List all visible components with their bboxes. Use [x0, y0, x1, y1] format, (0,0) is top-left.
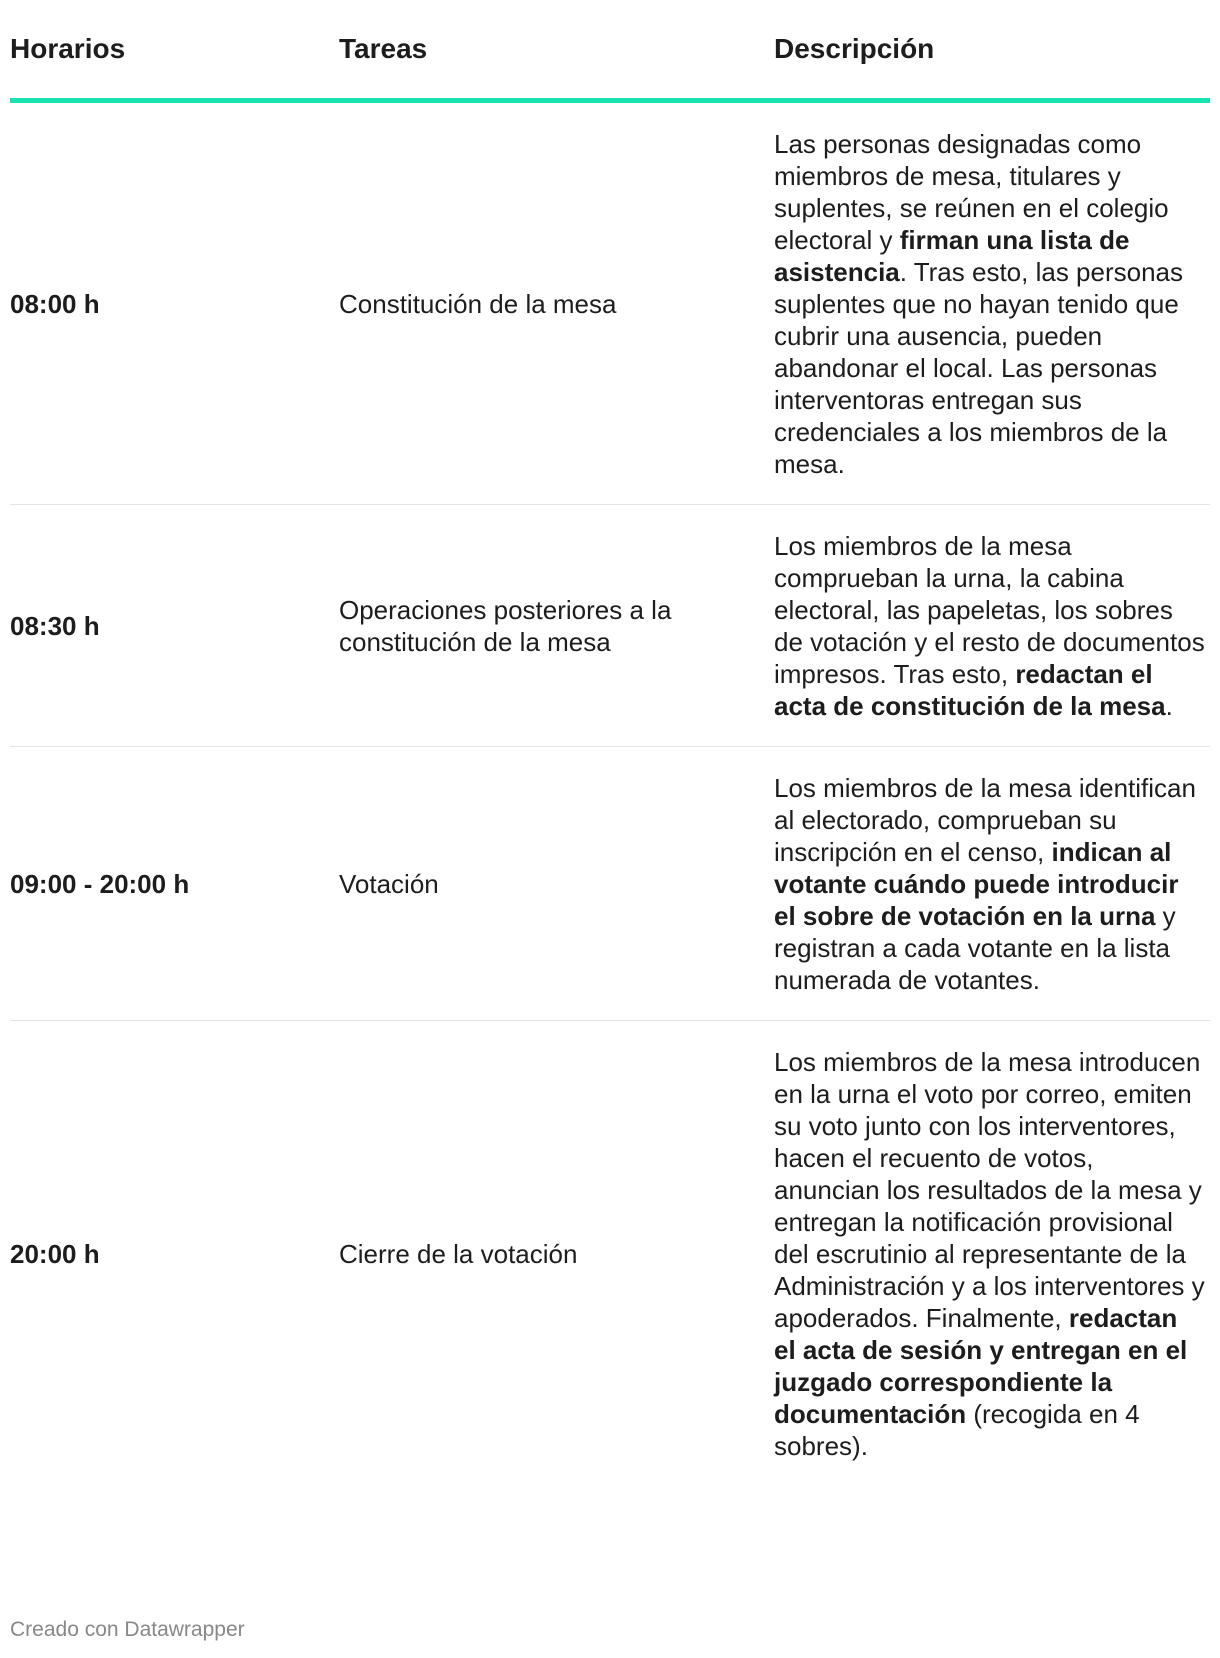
table-row [10, 505, 1210, 747]
table-row [10, 101, 1210, 505]
header-descripcion[interactable]: Descripción [774, 0, 1210, 101]
description-text: Los miembros de la mesa identifican al electorado, comprueban su inscripción en el censo, [774, 773, 1196, 867]
table-body [10, 101, 1210, 1487]
cell-description [774, 1021, 1210, 1487]
cell-time: 08:30 h [10, 505, 339, 747]
description-text: y registran a cada votante en la lista numerada de votantes. [774, 901, 1176, 995]
cell-task: Constitución de la mesa [339, 101, 774, 505]
cell-description [774, 747, 1210, 1021]
cell-time: 09:00 - 20:00 h [10, 747, 339, 1021]
header-row [10, 0, 1210, 101]
schedule-table-container [10, 0, 1210, 1486]
header-tareas[interactable]: Tareas [339, 0, 774, 101]
cell-task: Votación [339, 747, 774, 1021]
table-row [10, 1021, 1210, 1487]
cell-description [774, 101, 1210, 505]
description-text: . Tras esto, las personas suplentes que no hayan tenido que cubrir una ausencia, pueden abandonar el local. Las personas interventoras entregan sus credenciales a los miembros de la mesa. [774, 257, 1183, 479]
cell-time: 08:00 h [10, 101, 339, 505]
cell-description [774, 505, 1210, 747]
description-text: . [1165, 691, 1173, 721]
cell-task: Operaciones posteriores a la constitución de la mesa [339, 505, 774, 747]
datawrapper-credit[interactable]: Creado con Datawrapper [10, 1618, 245, 1641]
description-highlight: indican al votante cuándo puede introducir el sobre de votación en la urna [774, 837, 1179, 931]
header-horarios[interactable]: Horarios [10, 0, 339, 101]
cell-time: 20:00 h [10, 1239, 100, 1269]
schedule-table [10, 0, 1210, 1486]
description-text: Los miembros de la mesa comprueban la urna, la cabina electoral, las papeletas, los sobres de votación y el resto de documentos impresos. Tras esto, [774, 531, 1205, 689]
description-highlight: redactan el acta de constitución de la mesa [774, 659, 1166, 721]
description-highlight: redactan el acta de sesión y entregan en el juzgado correspondiente la documentación [774, 1303, 1188, 1429]
description-highlight: firman una lista de asistencia [774, 225, 1130, 287]
cell-task: Cierre de la votación [339, 1239, 578, 1269]
description-text: Las personas designadas como miembros de mesa, titulares y suplentes, se reúnen en el colegio electoral y [774, 129, 1169, 255]
description-text: (recogida en 4 sobres). [774, 1399, 1140, 1461]
description-text: Los miembros de la mesa introducen en la urna el voto por correo, emiten su voto junto con los interventores, hacen el recuento de votos, anuncian los resultados de la mesa y entregan la notificación provisional del escrutinio al representante de la Administración y a los interventores y apoderados. Finalmente, [774, 1047, 1205, 1333]
table-header [10, 0, 1210, 101]
table-row [10, 747, 1210, 1021]
